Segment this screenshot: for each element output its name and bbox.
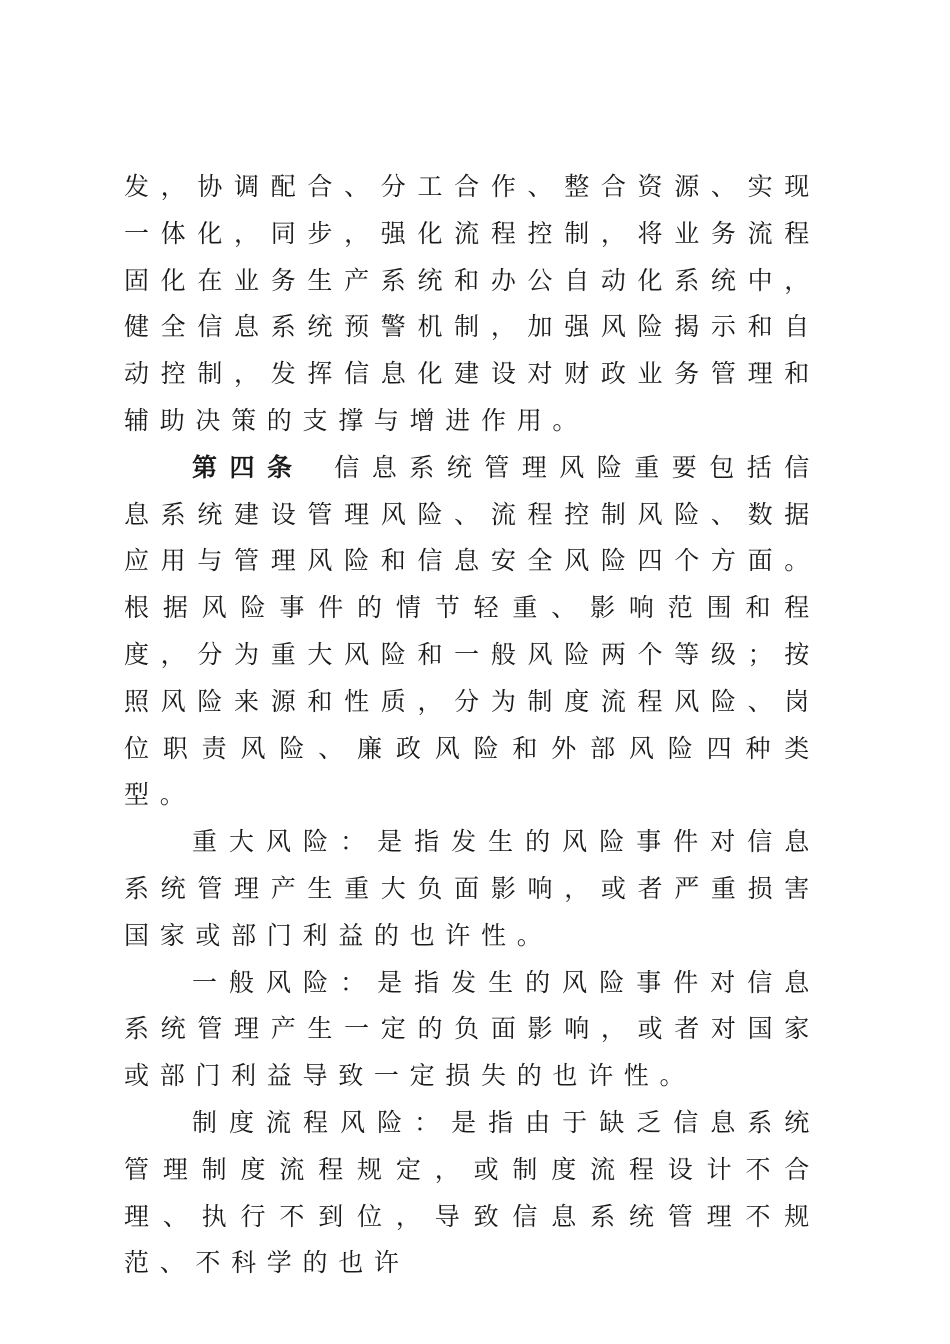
paragraph-text: 重大风险：是指发生的风险事件对信息系统管理产生重大负面影响，或者严重损害国家或部门利益的也许性。 [124, 827, 820, 950]
paragraph-text: 一般风险：是指发生的风险事件对信息系统管理产生一定的负面影响，或者对国家或部门利益导致一定损失的也许性。 [124, 967, 820, 1091]
paragraph-general-risk [124, 960, 820, 1100]
paragraph-text: 制度流程风险：是指由于缺乏信息系统管理制度流程规定，或制度流程设计不合理、执行不到位，导致信息系统管理不规范、不科学的也许 [124, 1107, 820, 1278]
document-page [124, 164, 820, 1287]
paragraph-major-risk [124, 819, 820, 959]
paragraph-continuation [124, 164, 820, 445]
article-heading: 第四条 [192, 452, 305, 482]
paragraph-text: 发，协调配合、分工合作、整合资源、实现一体化，同步，强化流程控制，将业务流程固化在业务生产系统和办公自动化系统中，健全信息系统预警机制，加强风险揭示和自动控制，发挥信息化建设对财政业务管理和辅助决策的支撑与增进作用。 [124, 172, 820, 435]
paragraph-article-four [124, 445, 820, 819]
paragraph-process-risk [124, 1100, 820, 1287]
paragraph-text: 信息系统管理风险重要包括信息系统建设管理风险、流程控制风险、数据应用与管理风险和信息安全风险四个方面。根据风险事件的情节轻重、影响范围和程度，分为重大风险和一般风险两个等级；按照风险来源和性质，分为制度流程风险、岗位职责风险、廉政风险和外部风险四种类型。 [124, 452, 820, 810]
